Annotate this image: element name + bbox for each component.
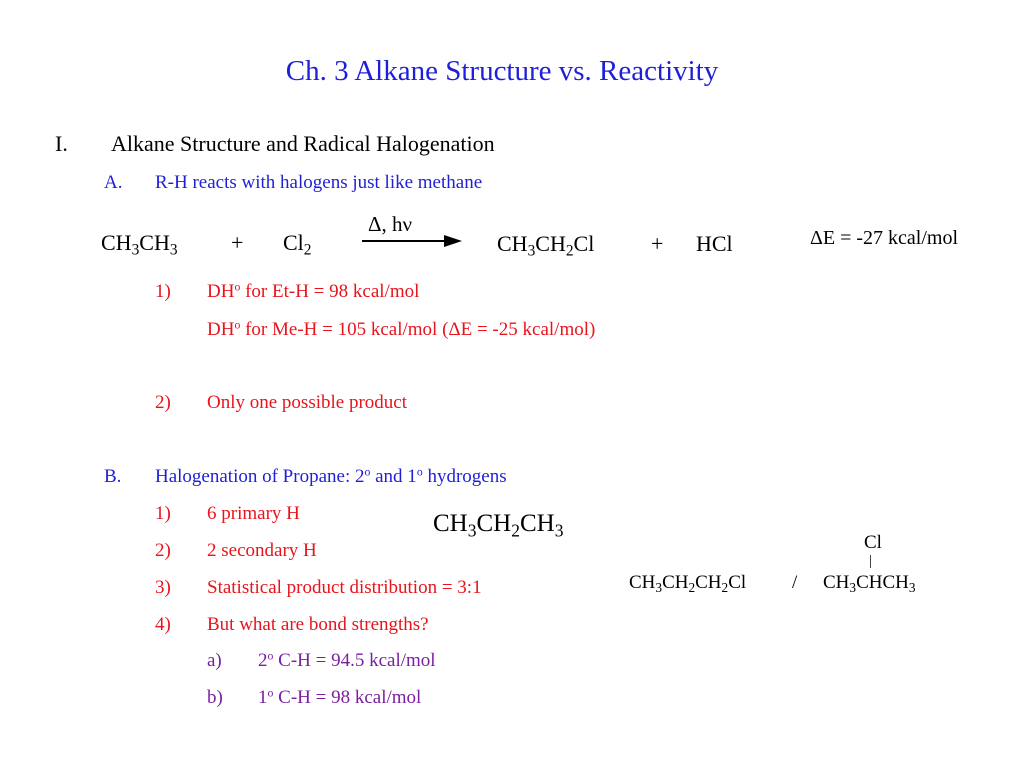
- subsection-b-letter: B.: [104, 466, 122, 487]
- section-number: I.: [55, 131, 68, 156]
- subsection-a-text: R-H reacts with halogens just like methane: [155, 172, 483, 193]
- subsection-b-text: Halogenation of Propane: 2$^o$ and 1$^o$ hydrogens: [155, 465, 507, 487]
- sublist-item-letter: a): [207, 650, 222, 671]
- plus-sign: +: [651, 231, 664, 256]
- list-item-number: 3): [155, 577, 171, 598]
- subsection-a-letter: A.: [104, 172, 123, 193]
- bond-line: |: [869, 553, 873, 569]
- list-item-number: 1): [155, 503, 171, 524]
- list-item: 2 secondary H: [207, 540, 317, 561]
- list-item: $DH^o$ for Me-H = 105 kcal/mol (ΔE = -25 kcal/mol): [207, 318, 596, 340]
- plus-sign: +: [231, 230, 244, 255]
- list-item: Statistical product distribution = 3:1: [207, 577, 482, 598]
- reactant-ethane: $CH_3CH_3$: [101, 230, 178, 259]
- sublist-item: 1$^o$ C-H = 98 kcal/mol: [258, 686, 422, 708]
- reaction-arrow: [360, 232, 464, 250]
- slide-title: Ch. 3 Alkane Structure vs. Reactivity: [285, 55, 719, 87]
- list-item: Only one possible product: [207, 392, 408, 413]
- list-item-number: 1): [155, 281, 171, 302]
- product-hcl: HCl: [696, 231, 733, 256]
- reaction-conditions: Δ, hν: [368, 212, 412, 236]
- list-item: 6 primary H: [207, 503, 300, 524]
- list-item: $DH^o$ for Et-H = 98 kcal/mol: [207, 280, 420, 302]
- reactant-chlorine: $Cl_2$: [283, 230, 312, 259]
- sublist-item-letter: b): [207, 687, 223, 708]
- product-chloroethane: $CH_3CH_2Cl$: [497, 231, 595, 260]
- list-item: But what are bond strengths?: [207, 614, 429, 635]
- energy-change: ΔE = -27 kcal/mol: [810, 227, 958, 249]
- list-item-number: 2): [155, 392, 171, 413]
- chlorine-substituent: Cl: [864, 532, 882, 553]
- product-separator: /: [792, 572, 798, 593]
- section-heading: Alkane Structure and Radical Halogenation: [111, 131, 495, 156]
- propane-formula: $CH_3CH_2CH_3$: [433, 510, 564, 541]
- list-item-number: 2): [155, 540, 171, 561]
- product-1-chloropropane: $CH_3CH_2CH_2Cl$: [629, 572, 747, 595]
- product-2-chloropropane: $CH_3CHCH_3$: [823, 572, 916, 595]
- sublist-item: 2$^o$ C-H = 94.5 kcal/mol: [258, 649, 436, 671]
- list-item-number: 4): [155, 614, 171, 635]
